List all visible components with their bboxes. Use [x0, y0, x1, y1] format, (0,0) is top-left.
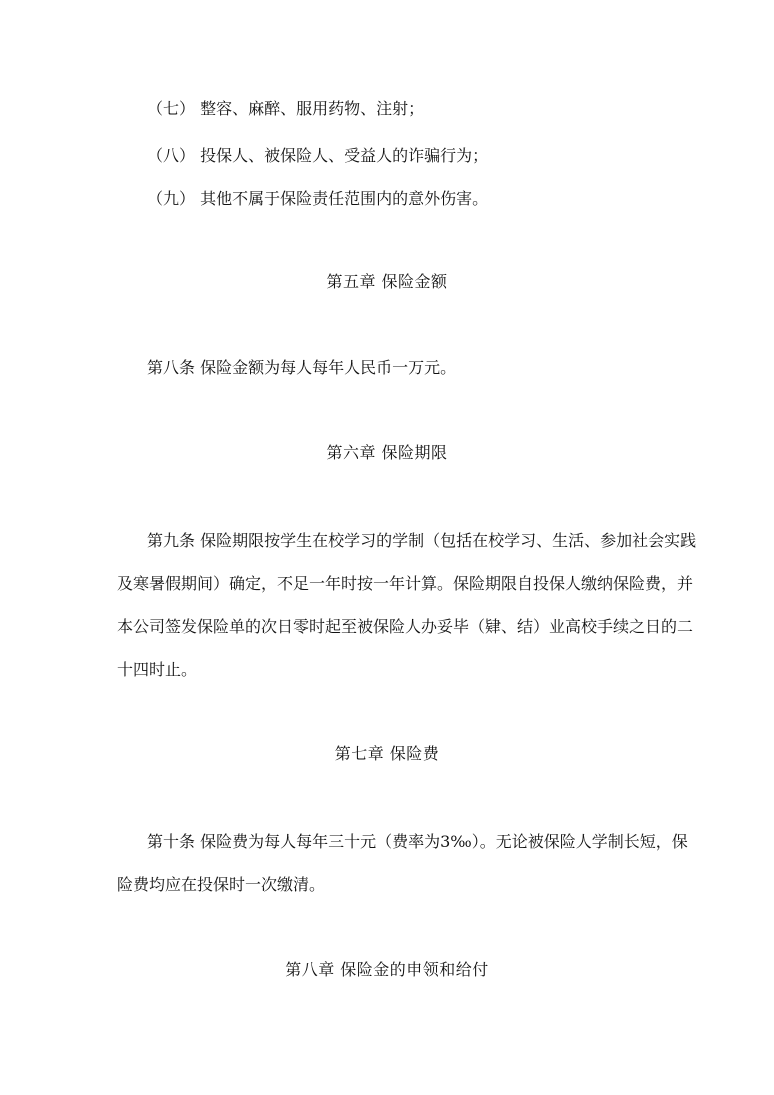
exclusion-item-9: （九） 其他不属于保险责任范围内的意外伤害。: [147, 189, 489, 208]
article-10-line-1: 第十条 保险费为每人每年三十元（费率为3‰）。无论被保险人学制长短，保: [147, 832, 688, 851]
chapter-6-heading: 第六章 保险期限: [326, 443, 448, 462]
article-10-line-2: 险费均应在投保时一次缴清。: [117, 875, 326, 894]
chapter-5-heading: 第五章 保险金额: [326, 272, 448, 291]
chapter-8-heading: 第八章 保险金的申领和给付: [285, 960, 489, 979]
article-8-text: 第八条 保险金额为每人每年人民币一万元。: [147, 358, 457, 377]
article-9-line-3: 本公司签发保险单的次日零时起至被保险人办妥毕（肄、结）业高校手续之日的二: [117, 617, 694, 636]
article-9-line-2: 及寒暑假期间）确定，不足一年时按一年计算。保险期限自投保人缴纳保险费，并: [117, 574, 694, 593]
exclusion-item-7: （七） 整容、麻醉、服用药物、注射；: [147, 99, 425, 118]
chapter-7-heading: 第七章 保险费: [334, 744, 440, 763]
article-9-line-4: 十四时止。: [117, 660, 198, 679]
article-9-line-1: 第九条 保险期限按学生在校学习的学制（包括在校学习、生活、参加社会实践: [147, 531, 697, 550]
exclusion-item-8: （八） 投保人、被保险人、受益人的诈骗行为；: [147, 146, 489, 165]
